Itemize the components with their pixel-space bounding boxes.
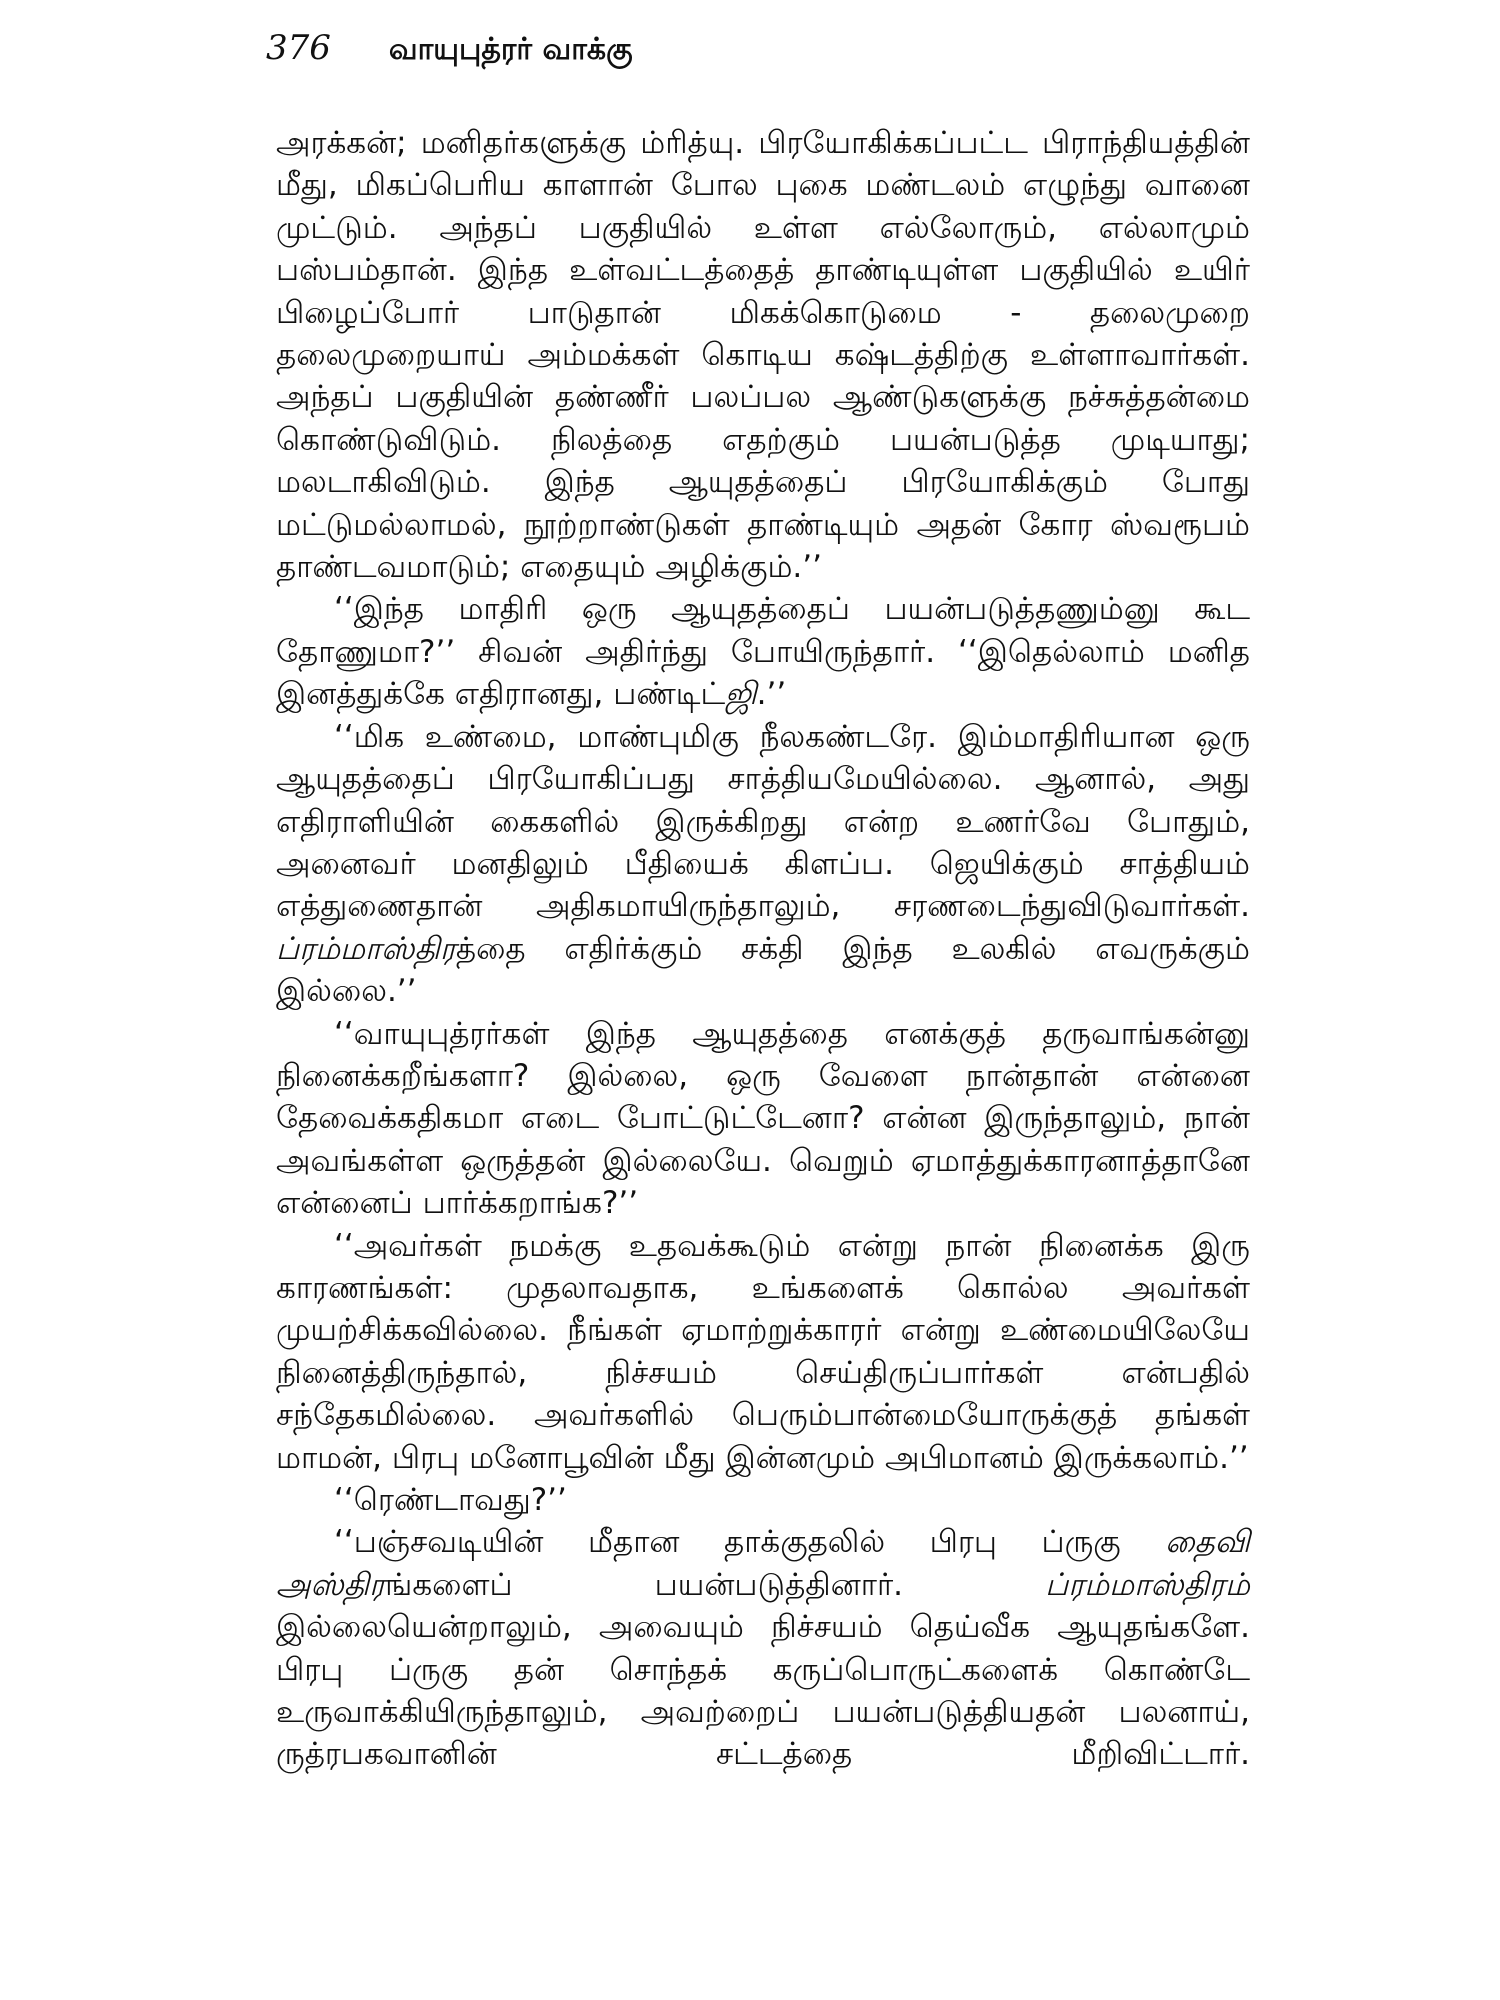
running-title: வாயுபுத்ரர் வாக்கு <box>388 32 633 67</box>
paragraph <box>276 1013 1250 1225</box>
text-segment: ‘‘பஞ்சவடியின் மீதான தாக்குதலில் பிரபு ப்ருகு <box>334 1524 1166 1561</box>
text-segment: ‘‘மிக உண்மை, மாண்புமிகு நீலகண்டரே. இம்மாதிரியான ஒரு ஆயுதத்தைப் பிரயோகிப்பது சாத்தியமேயில்லை. ஆனால், அது எதிராளியின் கைகளில் இருக்கிறது என்ற உணர்வே போதும், அனைவர் மனதிலும் பீதியைக் கிளப்ப. ஜெயிக்கும் சாத்தியம் எத்துணைதான் அதிகமாயிருந்தாலும், சரணடைந்துவிடுவார்கள். <box>276 718 1250 925</box>
text-segment: அரக்கன்; மனிதர்களுக்கு ம்ரித்யு. பிரயோகிக்கப்பட்ட பிராந்தியத்தின் மீது, மிகப்பெரிய காளான் போல புகை மண்டலம் எழுந்து வானை முட்டும். அந்தப் பகுதியில் உள்ள எல்லோரும், எல்லாமும் பஸ்பம்தான். இந்த உள்வட்டத்தைத் தாண்டியுள்ள பகுதியில் உயிர் பிழைப்போர் பாடுதான் மிகக்கொடுமை - தலைமுறை தலைமுறையாய் அம்மக்கள் கொடிய கஷ்டத்திற்கு உள்ளாவார்கள். அந்தப் பகுதியின் தண்ணீர் பலப்பல ஆண்டுகளுக்கு நச்சுத்தன்மை கொண்டுவிடும். நிலத்தை எதற்கும் பயன்படுத்த முடியாது; மலடாகிவிடும். இந்த ஆயுதத்தைப் பிரயோகிக்கும் போது மட்டுமல்லாமல், நூற்றாண்டுகள் தாண்டியும் அதன் கோர ஸ்வரூபம் தாண்டவமாடும்; எதையும் அழிக்கும்.’’ <box>276 125 1250 586</box>
text-segment: இல்லையென்றாலும், அவையும் நிச்சயம் தெய்வீக ஆயுதங்களே. பிரபு ப்ருகு தன் சொந்தக் கருப்பொருட்களைக் கொண்டே உருவாக்கியிருந்தாலும், அவற்றைப் பயன்படுத்தியதன் பலனாய், ருத்ரபகவானின் சட்டத்தை மீறிவிட்டார். <box>276 1609 1250 1773</box>
text-segment: ‘‘அவர்கள் நமக்கு உதவக்கூடும் என்று நான் நினைக்க இரு காரணங்கள்: முதலாவதாக, உங்களைக் கொல்ல அவர்கள் முயற்சிக்கவில்லை. நீங்கள் ஏமாற்றுக்காரர் என்று உண்மையிலேயே நினைத்திருந்தால், நிச்சயம் செய்திருப்பார்கள் என்பதில் சந்தேகமில்லை. அவர்களில் பெரும்பான்மையோருக்குத் தங்கள் மாமன், பிரபு மனோபூவின் மீது இன்னமும் அபிமானம் இருக்கலாம்.’’ <box>276 1227 1250 1476</box>
text-segment: ‘‘இந்த மாதிரி ஒரு ஆயுதத்தைப் பயன்படுத்தணும்னு கூட தோணுமா?’’ சிவன் அதிர்ந்து போயிருந்தார். ‘‘இதெல்லாம் மனித இனத்துக்கே எதிரானது, பண்டிட் <box>276 591 1250 713</box>
italic-term: ப்ரம்மாஸ்திரம் <box>1045 1566 1250 1603</box>
italic-term: ப்ரம்மாஸ்திர <box>276 930 456 967</box>
paragraph <box>276 1479 1250 1521</box>
page-header <box>266 28 633 80</box>
body-text <box>276 122 1250 1776</box>
text-segment: ‘‘ரெண்டாவது?’’ <box>334 1482 567 1518</box>
paragraph <box>276 1521 1250 1775</box>
italic-term: ஜி <box>725 676 757 713</box>
text-segment: ங்களைப் பயன்படுத்தினார். <box>385 1566 1046 1603</box>
paragraph <box>276 1225 1250 1479</box>
paragraph <box>276 716 1250 1013</box>
text-segment: .’’ <box>756 676 787 713</box>
text-segment: த்தை எதிர்க்கும் சக்தி இந்த உலகில் எவருக்கும் இல்லை.’’ <box>276 930 1250 1010</box>
text-segment: ‘‘வாயுபுத்ரர்கள் இந்த ஆயுதத்தை எனக்குத் தருவாங்கன்னு நினைக்கறீங்களா? இல்லை, ஒரு வேளை நான்தான் என்னை தேவைக்கதிகமா எடை போட்டுட்டேனா? என்ன இருந்தாலும், நான் அவங்கள்ள ஒருத்தன் இல்லையே. வெறும் ஏமாத்துக்காரனாத்தானே என்னைப் பார்க்கறாங்க?’’ <box>276 1015 1250 1222</box>
paragraph <box>276 588 1250 715</box>
page-number: 376 <box>266 28 331 68</box>
italic-term: தைவி அஸ்திர <box>276 1524 1250 1603</box>
paragraph <box>276 122 1250 588</box>
